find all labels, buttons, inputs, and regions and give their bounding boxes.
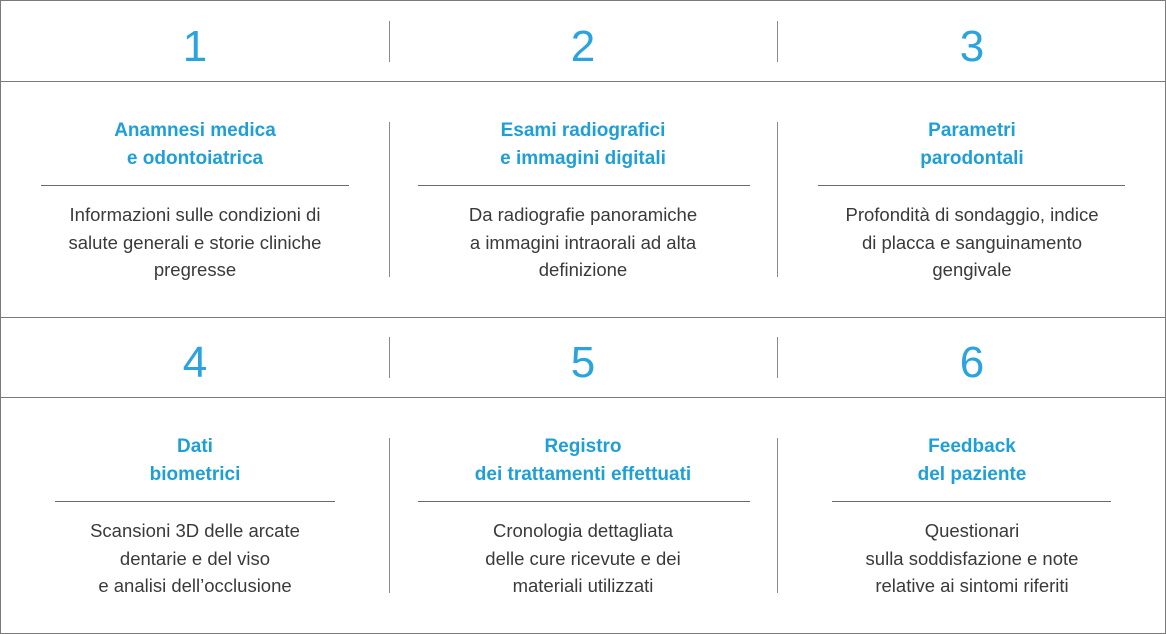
description-line: e analisi dell’occlusione xyxy=(98,575,292,596)
step-description-4 xyxy=(1,517,389,600)
title-line: dei trattamenti effettuati xyxy=(474,464,692,485)
description-line: di placca e sanguinamento xyxy=(861,231,1083,253)
step-title-2 xyxy=(389,117,777,173)
step-number-3: 3 xyxy=(959,22,985,71)
description-line: Scansioni 3D delle arcate xyxy=(90,520,300,541)
step-description-5 xyxy=(389,517,777,600)
step-number-2: 2 xyxy=(570,22,596,71)
title-line: e immagini digitali xyxy=(500,148,666,169)
step-description-1 xyxy=(1,201,389,284)
title-underline xyxy=(418,501,750,502)
title-line: e odontoiatrica xyxy=(126,148,264,169)
description-line: salute generali e storie cliniche xyxy=(68,231,322,253)
step-number-6: 6 xyxy=(959,338,985,387)
step-title-3 xyxy=(778,117,1166,173)
description-line: Questionari xyxy=(924,520,1020,541)
step-number-4: 4 xyxy=(182,338,208,387)
description-line: materiali utilizzati xyxy=(512,575,654,596)
title-line: Esami radiografici xyxy=(500,120,666,141)
step-title-5 xyxy=(389,433,777,489)
step-number-5: 5 xyxy=(570,338,596,387)
description-line: dentarie e del viso xyxy=(119,547,271,569)
title-line: Dati xyxy=(177,436,213,457)
title-line: Parametri xyxy=(928,120,1016,141)
description-line: pregresse xyxy=(153,259,237,280)
description-line: Profondità di sondaggio, indice xyxy=(845,204,1099,225)
description-line: Informazioni sulle condizioni di xyxy=(69,204,321,225)
title-line: del paziente xyxy=(917,464,1027,485)
description-line: relative ai sintomi riferiti xyxy=(875,575,1069,596)
title-underline xyxy=(41,185,349,186)
step-title-1 xyxy=(1,117,389,173)
title-underline xyxy=(818,185,1125,186)
description-line: gengivale xyxy=(932,259,1012,280)
row-divider xyxy=(0,81,1166,82)
description-line: delle cure ricevute e dei xyxy=(485,547,681,569)
title-line: biometrici xyxy=(149,464,241,485)
step-description-6 xyxy=(778,517,1166,600)
title-underline xyxy=(418,185,750,186)
description-line: Cronologia dettagliata xyxy=(493,520,673,541)
step-title-4 xyxy=(1,433,389,489)
step-description-2 xyxy=(389,201,777,284)
row-divider xyxy=(0,397,1166,398)
title-line: Anamnesi medica xyxy=(114,120,276,141)
step-number-1: 1 xyxy=(182,22,208,71)
description-line: definizione xyxy=(538,259,628,280)
description-line: sulla soddisfazione e note xyxy=(865,547,1079,569)
title-underline xyxy=(832,501,1111,502)
row-divider xyxy=(0,317,1166,318)
title-underline xyxy=(55,501,335,502)
title-line: Registro xyxy=(544,436,622,457)
step-description-3 xyxy=(778,201,1166,284)
description-line: Da radiografie panoramiche xyxy=(468,204,698,225)
title-line: parodontali xyxy=(920,148,1024,169)
title-line: Feedback xyxy=(928,436,1016,457)
description-line: a immagini intraorali ad alta xyxy=(469,231,697,253)
step-title-6 xyxy=(778,433,1166,489)
